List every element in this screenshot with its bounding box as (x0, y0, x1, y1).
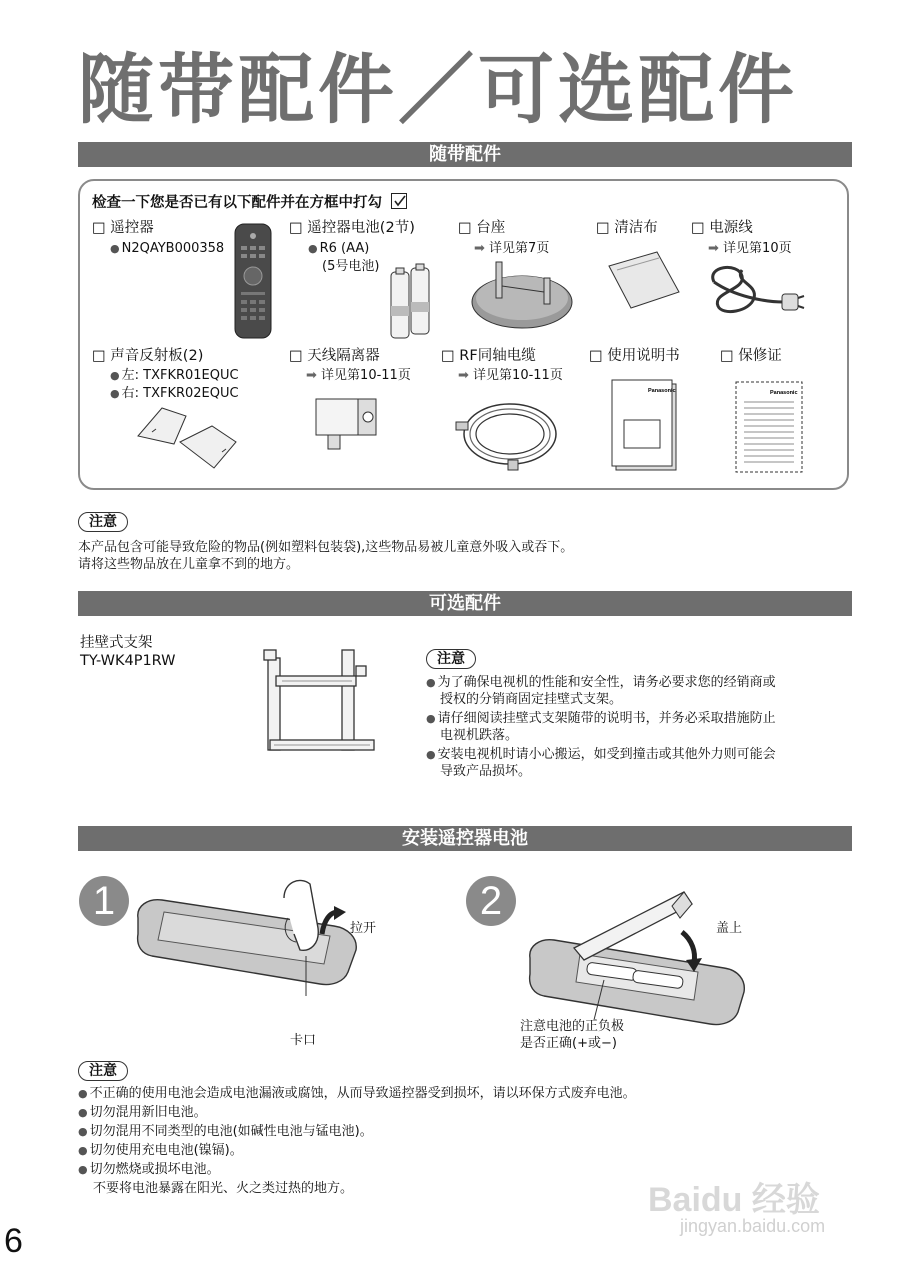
section-header-included: 随带配件 (78, 142, 852, 167)
item-isolator-label[interactable]: □ 天线隔离器 (289, 348, 380, 364)
step-2-number: 2 (466, 876, 516, 926)
remote-control-icon (232, 222, 274, 340)
item-stand-ref: ➡ 详见第7页 (474, 241, 550, 256)
arrow-right-icon: ➡ (458, 368, 469, 383)
watermark-brand: Baidu 经验 (648, 1181, 820, 1219)
power-cord-icon (704, 262, 806, 322)
item-stand-label[interactable]: □ 台座 (458, 220, 506, 236)
wall-mount-name: 挂壁式支架 (80, 635, 153, 651)
wallmount-caution-3: ● 安装电视机时请小心搬运，如受到撞击或其他外力则可能会 (426, 746, 776, 763)
wall-mount-model: TY-WK4P1RW (80, 653, 176, 669)
item-remote-label[interactable]: □ 遥控器 (92, 220, 154, 236)
item-reflector-label[interactable]: □ 声音反射板(2) (92, 348, 204, 364)
arrow-right-icon: ➡ (306, 368, 317, 383)
checkbox-icon[interactable] (391, 193, 407, 209)
wallmount-caution-3b: 导致产品损坏。 (440, 764, 532, 779)
manual-brand-text: Panasonic (648, 388, 676, 394)
item-battery-type: ● R6 (AA) (308, 240, 369, 257)
item-isolator-ref: ➡ 详见第10-11页 (306, 368, 411, 383)
item-warranty-label[interactable]: □ 保修证 (720, 348, 782, 364)
user-manual-icon (610, 378, 680, 474)
warranty-card-icon (734, 380, 804, 474)
battery-caution-4: ● 切勿使用充电电池(镍镉)。 (78, 1142, 243, 1159)
wallmount-caution-1b: 授权的分销商固定挂壁式支架。 (440, 692, 623, 707)
item-cloth-label[interactable]: □ 清洁布 (596, 220, 658, 236)
polarity-note-line2: 是否正确(+或−) (520, 1036, 617, 1051)
step-1-number: 1 (79, 876, 129, 926)
battery-caution-1: ● 不正确的使用电池会造成电池漏液或腐蚀，从而导致遥控器受到损坏，请以环保方式废弃电池。 (78, 1085, 636, 1102)
arrow-right-icon: ➡ (474, 241, 485, 256)
arrow-right-icon: ➡ (708, 241, 719, 256)
rf-cable-icon (452, 392, 562, 474)
battery-caution-5: ● 切勿燃烧或损坏电池。 (78, 1161, 220, 1178)
page-number: 6 (4, 1222, 23, 1260)
latch-label: 卡口 (290, 1033, 317, 1048)
item-rf-cable-ref: ➡ 详见第10-11页 (458, 368, 563, 383)
wallmount-caution-2b: 电视机跌落。 (440, 728, 519, 743)
page-title: 随带配件／可选配件 (78, 45, 798, 134)
wall-mount-bracket-icon (262, 648, 382, 768)
battery-caution-5b: 不要将电池暴露在阳光、火之类过热的地方。 (93, 1181, 354, 1196)
warranty-brand-text: Panasonic (770, 390, 798, 396)
pull-label: 拉开 (350, 921, 377, 936)
wallmount-caution-2: ● 请仔细阅读挂壁式支架随带的说明书，并务必采取措施防止 (426, 710, 776, 727)
section-header-optional: 可选配件 (78, 591, 852, 616)
section-header-battery: 安装遥控器电池 (78, 826, 852, 851)
cleaning-cloth-icon (605, 248, 683, 310)
wallmount-caution-1: ● 为了确保电视机的性能和安全性，请务必要求您的经销商或 (426, 674, 776, 691)
tv-stand-icon (468, 256, 576, 332)
check-prompt: 检查一下您是否已有以下配件并在方框中打勾 (92, 193, 407, 213)
item-reflector-right: ● 右: TXFKR02EQUC (110, 385, 239, 402)
item-remote-model: ● N2QAYB000358 (110, 240, 224, 257)
caution-text-line2: 请将这些物品放在儿童拿不到的地方。 (78, 557, 300, 572)
item-power-label[interactable]: □ 电源线 (691, 220, 753, 236)
caution-badge: 注意 (78, 512, 128, 532)
remote-back-open-illustration (134, 868, 364, 1008)
watermark-url: jingyan.baidu.com (680, 1216, 826, 1236)
antenna-isolator-icon (312, 395, 382, 455)
battery-caution-3: ● 切勿混用不同类型的电池(如碱性电池与锰电池)。 (78, 1123, 373, 1140)
item-reflector-left: ● 左: TXFKR01EQUC (110, 367, 239, 384)
item-manual-label[interactable]: □ 使用说明书 (589, 348, 680, 364)
caution-badge-wallmount: 注意 (426, 649, 476, 669)
item-power-ref: ➡ 详见第10页 (708, 241, 792, 256)
polarity-note-line1: 注意电池的正负极 (520, 1019, 625, 1034)
close-label: 盖上 (716, 921, 743, 936)
caution-badge-battery: 注意 (78, 1061, 128, 1081)
item-battery-size: (5号电池) (322, 259, 380, 274)
sound-reflector-icon (132, 402, 242, 472)
item-battery-label[interactable]: □ 遥控器电池(2节) (289, 220, 415, 236)
battery-icon (387, 262, 435, 342)
item-rf-cable-label[interactable]: □ RF同轴电缆 (441, 348, 536, 364)
caution-text-line1: 本产品包含可能导致危险的物品(例如塑料包装袋),这些物品易被儿童意外吸入或吞下。 (78, 540, 574, 555)
battery-caution-2: ● 切勿混用新旧电池。 (78, 1104, 207, 1121)
